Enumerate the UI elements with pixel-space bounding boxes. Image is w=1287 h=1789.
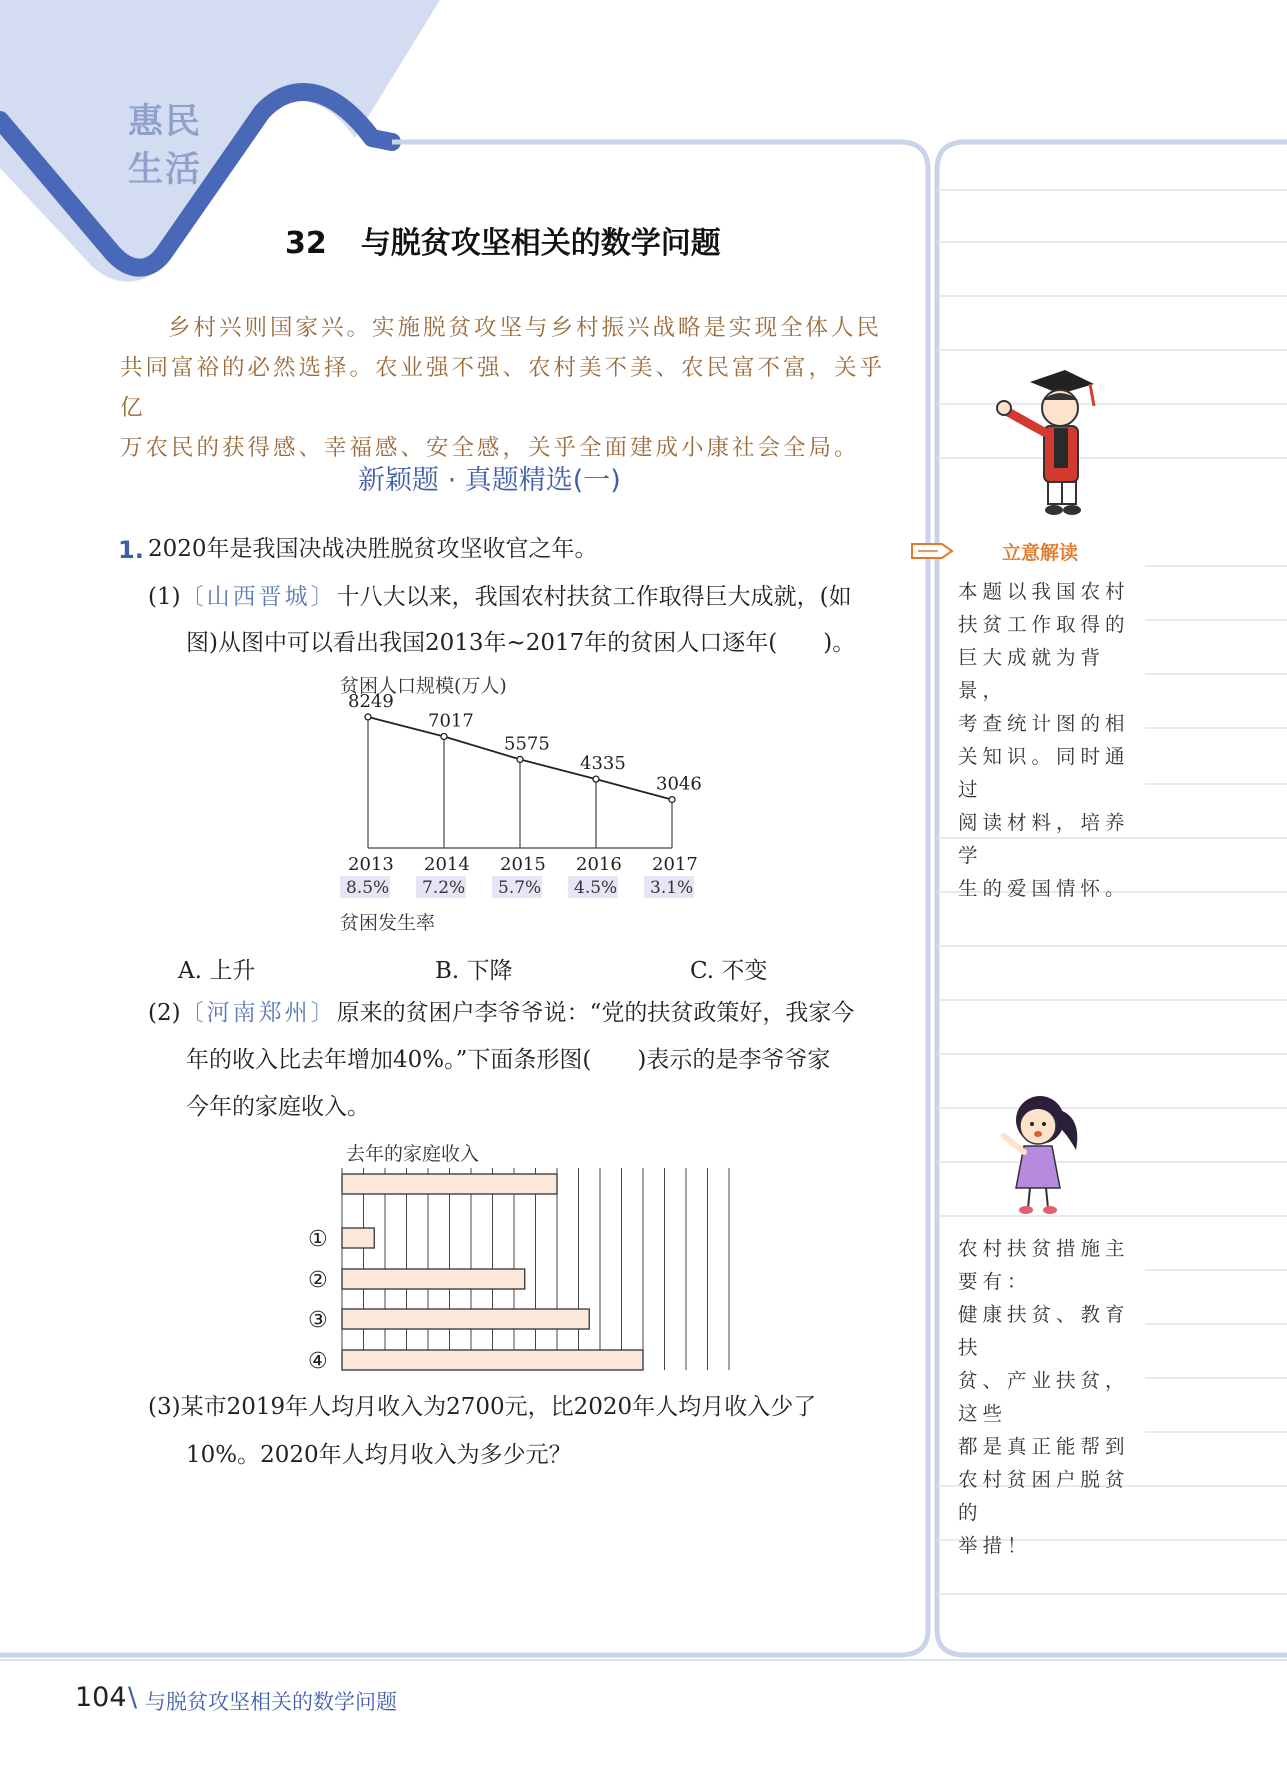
year-tick-label: 2016	[576, 854, 622, 875]
data-point	[441, 734, 447, 740]
year-tick-label: 2013	[348, 854, 394, 875]
footer-title: 与脱贫攻坚相关的数学问题	[145, 1690, 397, 1714]
note-line: 贫、产业扶贫，这些	[958, 1369, 1130, 1425]
bar-option-label[interactable]: ①	[308, 1227, 328, 1252]
part1-label: (1)	[148, 584, 181, 610]
part2-source-tag: 〔河南郑州〕	[180, 1000, 337, 1026]
intro-paragraph	[120, 308, 902, 468]
section-tag	[128, 98, 202, 194]
graduate-illustration	[990, 370, 1110, 520]
note-line: 要有：	[958, 1270, 1032, 1293]
note-line: 巨大成就为背景，	[958, 646, 1106, 702]
sidebar-note1	[958, 575, 1138, 905]
note-line: 都是真正能帮到	[958, 1435, 1130, 1458]
income-bar	[342, 1228, 374, 1248]
note-line: 扶贫工作取得的	[958, 613, 1130, 636]
note-line: 举措！	[958, 1534, 1032, 1557]
part1-text: 十八大以来，我国农村扶贫工作取得巨大成就，(如	[336, 584, 852, 610]
line-chart-plot	[340, 691, 702, 898]
intro-line: 共同富裕的必然选择。农业强不强、农村美不美、农民富不富，关乎亿	[120, 355, 886, 421]
intro-line: 万农民的获得感、幸福感、安全感，关乎全面建成小康社会全局。	[120, 435, 860, 461]
part3-label: (3)	[148, 1394, 181, 1420]
sidebar-note2	[958, 1232, 1138, 1562]
part3-text: 某市2019年人均月收入为2700元，比2020年人均月收入少了	[180, 1394, 817, 1420]
footer-separator: \	[128, 1682, 138, 1713]
bar-chart-plot	[308, 1168, 729, 1374]
bar-option-label[interactable]: ④	[308, 1349, 328, 1374]
bar-option-label[interactable]: ②	[308, 1268, 328, 1293]
part2-line1	[148, 998, 854, 1028]
value-label: 4335	[580, 753, 626, 775]
lesson-title: 与脱贫攻坚相关的数学问题	[360, 226, 721, 261]
rate-label: 5.7%	[498, 878, 542, 898]
rate-label: 8.5%	[346, 878, 390, 898]
note-line: 健康扶贫、教育扶	[958, 1303, 1130, 1359]
value-label: 7017	[428, 710, 474, 732]
income-bar	[342, 1309, 589, 1329]
income-bar	[342, 1174, 557, 1194]
part2-text: 原来的贫困户李爷爷说：“党的扶贫政策好，我家今	[336, 1000, 855, 1026]
lesson-number: 32	[285, 226, 327, 261]
option-b[interactable]: B. 下降	[435, 958, 513, 984]
question-number: 1.	[118, 536, 144, 564]
rate-axis-label: 贫困发生率	[340, 912, 436, 934]
section-tag-line2: 生活	[128, 150, 203, 190]
data-point	[365, 714, 371, 720]
rate-label: 3.1%	[650, 878, 694, 898]
part1-line2: 图)从图中可以看出我国2013年~2017年的贫困人口逐年( )。	[186, 630, 856, 656]
data-point	[517, 756, 523, 762]
year-tick-label: 2015	[500, 854, 546, 875]
value-label: 5575	[504, 733, 550, 755]
part2-line3: 今年的家庭收入。	[186, 1094, 370, 1120]
note-line: 考查统计图的相	[958, 712, 1130, 735]
page-title	[285, 218, 721, 262]
intro-line: 乡村兴则国家兴。实施脱贫攻坚与乡村振兴战略是实现全体人民	[168, 315, 883, 341]
line-chart-title: 贫困人口规模(万人)	[340, 675, 507, 697]
part3-line2: 10%。2020年人均月收入为多少元？	[186, 1442, 572, 1468]
option-c[interactable]: C. 不变	[690, 958, 768, 984]
part1-line1	[148, 582, 852, 612]
note-line: 农村贫困户脱贫的	[958, 1468, 1130, 1524]
note-line: 农村扶贫措施主	[958, 1237, 1130, 1260]
section-subtitle: 新颖题 · 真题精选(一)	[358, 465, 621, 496]
year-tick-label: 2017	[652, 854, 698, 875]
income-bar-chart	[300, 1138, 740, 1378]
section-tag-line1: 惠民	[128, 102, 203, 142]
bar-option-label[interactable]: ③	[308, 1308, 328, 1333]
part1-source-tag: 〔山西晋城〕	[180, 584, 337, 610]
rate-label: 7.2%	[422, 878, 466, 898]
part2-line2: 年的收入比去年增加40%。”下面条形图( )表示的是李爷爷家	[186, 1047, 831, 1073]
option-a[interactable]: A. 上升	[178, 958, 256, 984]
note-line: 本题以我国农村	[958, 580, 1130, 603]
part2-label: (2)	[148, 1000, 181, 1026]
income-bar	[342, 1350, 643, 1370]
girl-illustration	[990, 1090, 1090, 1220]
data-point	[593, 776, 599, 782]
part3-line1	[148, 1392, 816, 1422]
note-line: 关知识。同时通过	[958, 745, 1130, 801]
income-bar	[342, 1269, 525, 1289]
note-line: 生的爱国情怀。	[958, 877, 1130, 900]
bar-chart-title: 去年的家庭收入	[346, 1143, 480, 1165]
year-tick-label: 2014	[424, 854, 470, 875]
data-point	[669, 797, 675, 803]
rate-label: 4.5%	[574, 878, 618, 898]
question-stem: 2020年是我国决战决胜脱贫攻坚收官之年。	[148, 536, 598, 562]
value-label: 8249	[348, 690, 394, 712]
poverty-line-chart	[330, 670, 730, 940]
note-line: 阅读材料，培养学	[958, 811, 1130, 867]
value-label: 3046	[656, 773, 702, 795]
page-number: 104	[75, 1682, 127, 1713]
pencil-icon	[910, 540, 954, 562]
sidebar-head: 立意解读	[1002, 542, 1079, 564]
